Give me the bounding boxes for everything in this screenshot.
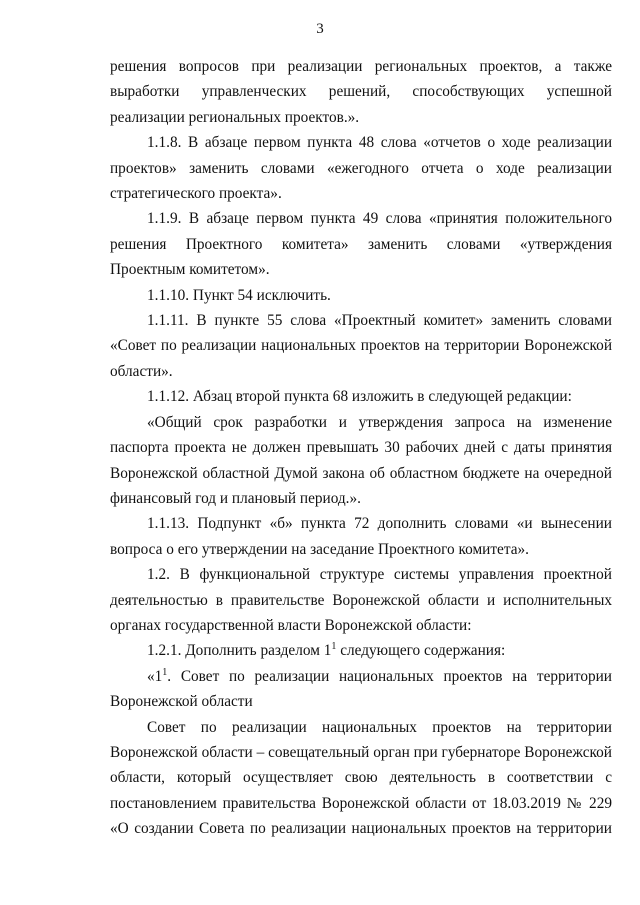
paragraph-1-2-1 — [110, 638, 612, 663]
superscript: 1 — [331, 641, 337, 653]
paragraph-continuation: решения вопросов при реализации региональных проектов, а также выработки управленческих решений, способствующих успешной реализации региональных проектов.». — [110, 58, 612, 126]
superscript: 1 — [162, 666, 168, 678]
page-number: 3 — [316, 21, 324, 37]
paragraph-1-2-1-text: 1.2.1. Дополнить разделом 1 — [147, 642, 332, 660]
document-body — [110, 54, 612, 842]
section-heading-1-1 — [110, 664, 612, 715]
paragraph-council-description: Совет по реализации национальных проектов на территории Воронежской области – совещательный орган при губернаторе Воронежской области, который осуществляет свою деятельность в соответствии с постановлением правительства Воронежской области от 18.03.2019 № 229 «О создании Совета по реализации национальных проектов на территории — [110, 718, 612, 838]
paragraph-1-1-9: 1.1.9. В абзаце первом пункта 49 слова «принятия положительного решения Проектного комитета» заменить словами «утверждения Проектным комитетом». — [110, 210, 612, 279]
paragraph-quoted-text: «Общий срок разработки и утверждения запроса на изменение паспорта проекта не должен превышать 30 рабочих дней с даты принятия Воронежской областной Думой закона об областном бюджете на очередной финансовый год и плановый период.». — [110, 413, 612, 507]
section-heading-text-start: «1 — [147, 667, 163, 685]
paragraph-1-1-12: 1.1.12. Абзац второй пункта 68 изложить в следующей редакции: — [147, 388, 572, 406]
paragraph-1-1-13: 1.1.13. Подпункт «б» пункта 72 дополнить словами «и вынесении вопроса о его утверждении на заседание Проектного комитета». — [110, 515, 612, 558]
paragraph-1-2-1-tail: следующего содержания: — [336, 642, 506, 660]
paragraph-1-1-8: 1.1.8. В абзаце первом пункта 48 слова «отчетов о ходе реализации проектов» заменить словами «ежегодного отчета о ходе реализации стратегического проекта». — [110, 134, 612, 203]
section-heading-text-end: . Совет по реализации национальных проектов на территории Воронежской области — [110, 667, 612, 711]
paragraph-1-1-10: 1.1.10. Пункт 54 исключить. — [147, 286, 331, 304]
paragraph-1-1-11: 1.1.11. В пункте 55 слова «Проектный комитет» заменить словами «Совет по реализации национальных проектов на территории Воронежской области». — [110, 312, 612, 380]
paragraph-1-2: 1.2. В функциональной структуре системы управления проектной деятельностью в правительстве Воронежской области и исполнительных органах государственной власти Воронежской области: — [110, 566, 612, 634]
